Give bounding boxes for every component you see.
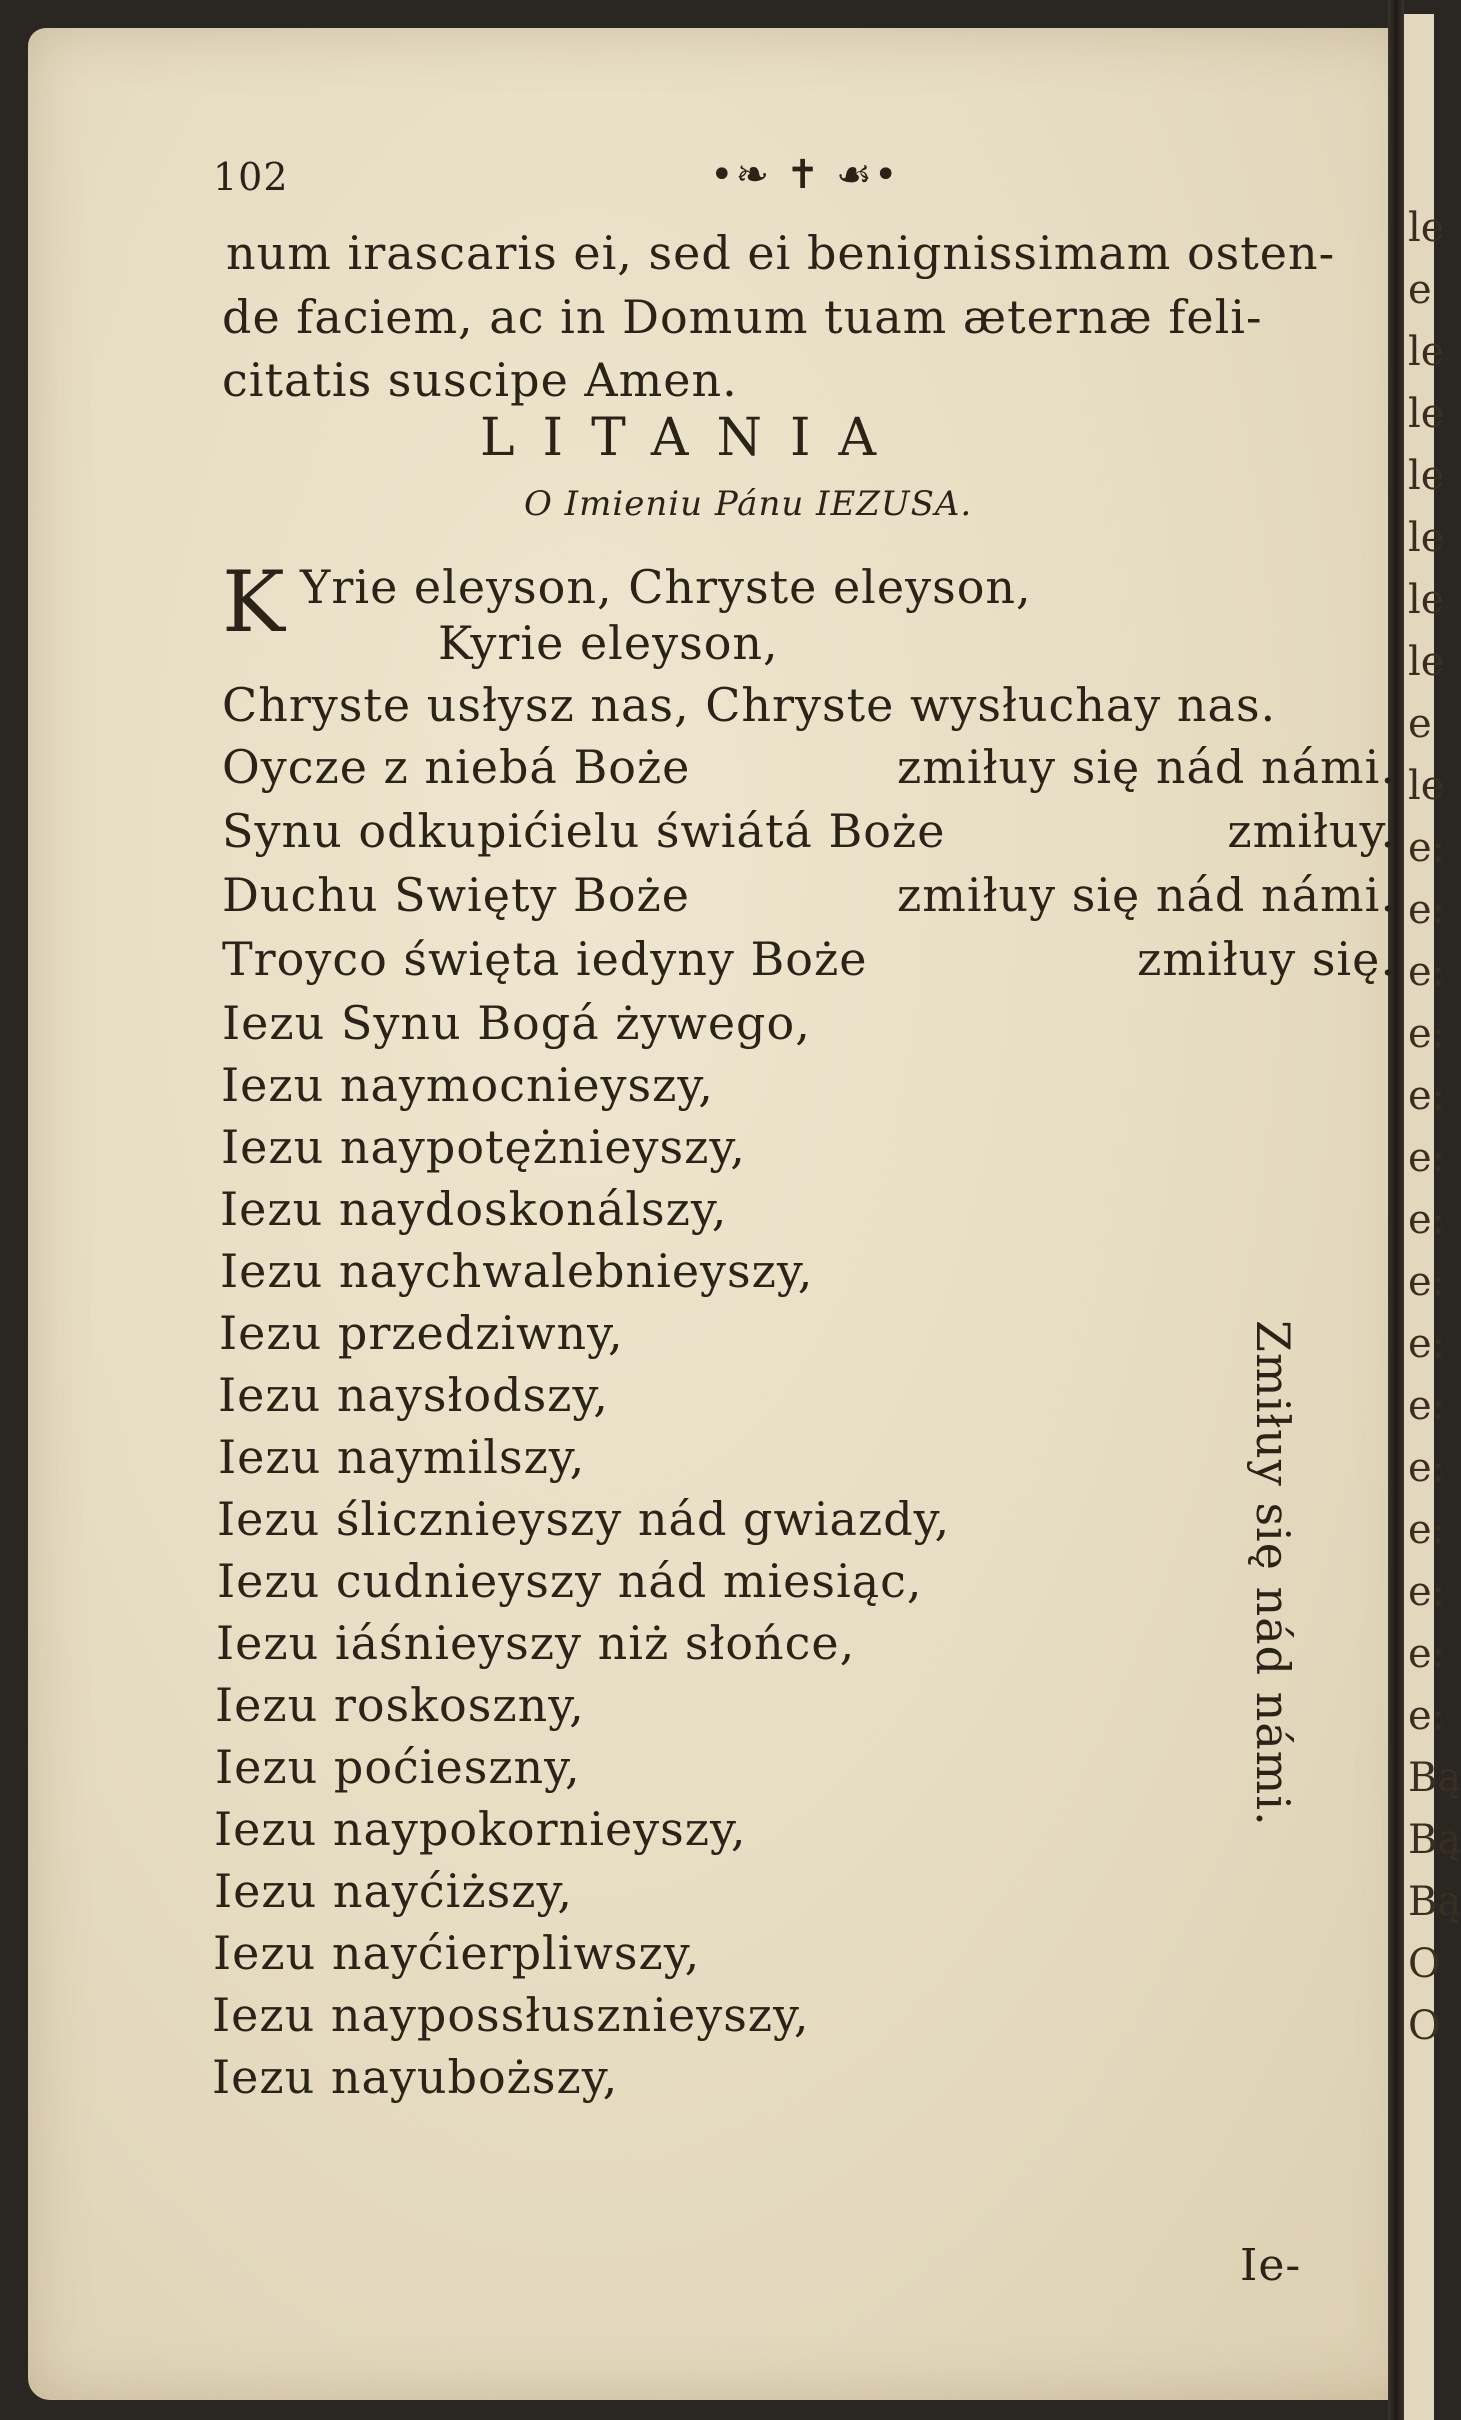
- facing-page-fragment: e:: [1408, 1197, 1446, 1243]
- litany-title: LITANIA: [480, 408, 905, 468]
- facing-page-fragment: e:: [1408, 1321, 1446, 1367]
- facing-page-fragment: e:: [1408, 887, 1446, 933]
- jesus-invocation-line: Iezu naypokornieyszy,: [214, 1802, 747, 1856]
- facing-page-fragment: O: [1408, 1941, 1441, 1987]
- jesus-invocation-line: Iezu nayćiższy,: [214, 1864, 573, 1918]
- facing-page-fragment: le: [1408, 391, 1445, 437]
- facing-page-fragment: e:: [1408, 1693, 1446, 1739]
- litany-subtitle: O Imieniu Pánu IEZUSA.: [524, 484, 973, 524]
- facing-page-fragment: e: [1408, 267, 1432, 313]
- facing-page-fragment: e:: [1408, 1631, 1446, 1677]
- invocation-response: zmiłuy się.: [1137, 932, 1396, 986]
- facing-page-fragment: e:: [1408, 1073, 1446, 1119]
- jesus-invocation-line: Iezu nayćierpliwszy,: [213, 1926, 701, 1980]
- jesus-invocation-line: Iezu cudnieyszy nád miesiąc,: [217, 1554, 923, 1608]
- invocation-response: zmiłuy się nád námi.: [896, 740, 1396, 794]
- facing-page-fragment: e:: [1408, 825, 1446, 871]
- invocation-text: Oycze z niebá Boże: [222, 740, 691, 794]
- facing-page-fragment: e: [1408, 701, 1432, 747]
- invocation-text: Troyco święta iedyny Boże: [222, 932, 868, 986]
- facing-page-fragment: Bą: [1408, 1817, 1461, 1863]
- header-ornament: •❧ ✝ ☙•: [710, 152, 900, 198]
- binding-gutter: [1388, 0, 1404, 2420]
- prayer-line: de faciem, ac in Domum tuam æternæ feli-: [222, 290, 1263, 344]
- chryste-line: Chryste usłysz nas, Chryste wysłuchay nas.: [222, 678, 1277, 732]
- facing-page-fragment: le: [1408, 763, 1445, 809]
- page-number: 102: [213, 155, 289, 199]
- jesus-invocation-line: Iezu naypotężnieyszy,: [221, 1120, 746, 1174]
- facing-page-fragment: le: [1408, 329, 1445, 375]
- facing-page-fragment: Bą: [1408, 1879, 1461, 1925]
- facing-page-fragment: e:: [1408, 1507, 1446, 1553]
- margin-response-note: Zmiłuy się nád námi.: [1246, 1320, 1300, 1827]
- drop-cap: K: [222, 553, 286, 651]
- facing-page-fragment: le: [1408, 205, 1445, 251]
- prayer-line: citatis suscipe Amen.: [222, 353, 738, 407]
- jesus-invocation-line: Iezu ślicznieyszy nád gwiazdy,: [217, 1492, 951, 1546]
- jesus-invocation-line: Iezu naymilszy,: [218, 1430, 586, 1484]
- invocation-text: Synu odkupićielu świátá Boże: [222, 804, 946, 858]
- facing-page-fragment: le: [1408, 515, 1445, 561]
- kyrie-line: Yrie eleyson, Chryste eleyson,: [300, 560, 1032, 614]
- invocation-response: zmiłuy.: [1227, 804, 1396, 858]
- facing-page-fragment: e:: [1408, 1569, 1446, 1615]
- facing-page-fragment: e:: [1408, 1445, 1446, 1491]
- facing-page-fragment: le: [1408, 453, 1445, 499]
- invocation-text: Duchu Swięty Boże: [222, 868, 691, 922]
- catchword: Ie-: [1240, 2240, 1302, 2291]
- jesus-invocation-line: Iezu naypossłusznieyszy,: [212, 1988, 810, 2042]
- facing-page-fragment: O: [1408, 2003, 1441, 2049]
- facing-page-fragment: e:: [1408, 1011, 1446, 1057]
- jesus-invocation-line: Iezu nayuboższy,: [212, 2050, 619, 2104]
- jesus-invocation-line: Iezu iáśnieyszy niż słońce,: [216, 1616, 856, 1670]
- facing-page-fragment: e:: [1408, 949, 1446, 995]
- prayer-line: num irascaris ei, sed ei benignissimam osten-: [226, 226, 1336, 280]
- facing-page-fragment: le: [1408, 577, 1445, 623]
- jesus-invocation-line: Iezu naysłodszy,: [218, 1368, 609, 1422]
- facing-page-fragment: e:: [1408, 1135, 1446, 1181]
- jesus-invocation-line: Iezu naychwalebnieyszy,: [220, 1244, 814, 1298]
- invocation-response: zmiłuy się nád námi.: [896, 868, 1396, 922]
- facing-page-fragment: le: [1408, 639, 1445, 685]
- jesus-invocation-line: Iezu przedziwny,: [219, 1306, 624, 1360]
- jesus-invocation-line: Iezu poćieszny,: [215, 1740, 581, 1794]
- kyrie-line: Kyrie eleyson,: [438, 616, 779, 670]
- facing-page-fragment: e:: [1408, 1259, 1446, 1305]
- facing-page-fragment: Bą: [1408, 1755, 1461, 1801]
- jesus-invocation-line: Iezu naydoskonálszy,: [220, 1182, 728, 1236]
- jesus-invocation-line: Iezu roskoszny,: [215, 1678, 585, 1732]
- jesus-invocation-line: Iezu naymocnieyszy,: [221, 1058, 714, 1112]
- facing-page-fragment: e:: [1408, 1383, 1446, 1429]
- jesus-invocation-line: Iezu Synu Bogá żywego,: [222, 996, 811, 1050]
